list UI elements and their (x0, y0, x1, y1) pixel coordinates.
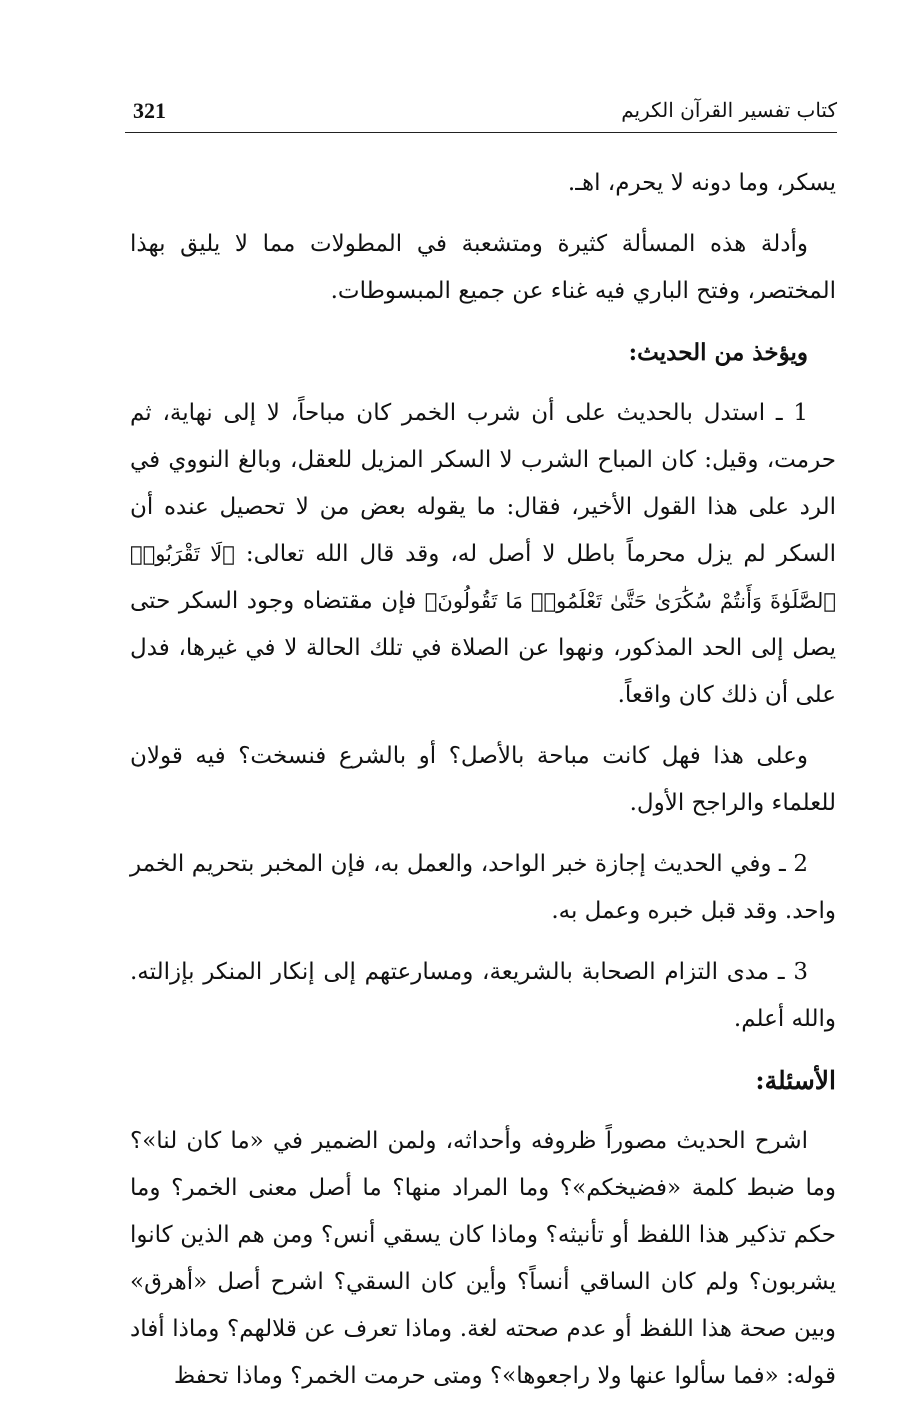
paragraph-continuation: يسكر، وما دونه لا يحرم، اهـ. (567, 170, 836, 196)
lesson-item-3: 3 ـ مدى التزام الصحابة بالشريعة، ومسارعتهم إلى إنكار المنكر بإزالته. والله أعلم. (130, 959, 836, 1032)
page-number: 321 (133, 98, 166, 123)
lesson-item-1-text-b: فإن مقتضاه وجود السكر حتى يصل إلى الحد المذكور، ونهوا عن الصلاة في تلك الحالة لا في غيرها، فدل على أن ذلك كان واقعاً. (130, 588, 836, 708)
lesson-item-2: 2 ـ وفي الحديث إجازة خبر الواحد، والعمل به، فإن المخبر بتحريم الخمر واحد. وقد قبل خبره وعمل به. (130, 851, 836, 924)
book-title: كتاب تفسير القرآن الكريم (621, 98, 837, 122)
paragraph-question: وعلى هذا فهل كانت مباحة بالأصل؟ أو بالشرع فنسخت؟ فيه قولان للعلماء والراجح الأول. (130, 743, 836, 816)
quran-verse: ﴿لَا تَقْرَبُوا۟ ٱلصَّلَوٰةَ وَأَنتُمْ سُكَٰرَىٰ حَتَّىٰ تَعْلَمُوا۟ مَا تَقُولُونَ﴾ (130, 542, 837, 613)
questions-heading: الأسئلة: (755, 1066, 836, 1095)
page-header (125, 92, 837, 133)
subheading-lessons: ويؤخذ من الحديث: (628, 339, 808, 366)
paragraph-evidence: وأدلة هذه المسألة كثيرة ومتشعبة في المطولات مما لا يليق بهذا المختصر، وفتح الباري فيه غناء عن جميع المبسوطات. (130, 231, 836, 304)
questions-text: اشرح الحديث مصوراً ظروفه وأحداثه، ولمن الضمير في «ما كان لنا»؟ وما ضبط كلمة «فضيخكم»؟ وما المراد منها؟ ما أصل معنى الخمر؟ وما حكم تذكير هذا اللفظ أو تأنيثه؟ وماذا كان يسقي أنس؟ ومن هم الذين كانوا يشربون؟ ولم كان الساقي أنساً؟ وأين كان السقي؟ اشرح أصل «أهرق» وبين صحة هذا اللفظ أو عدم صحته لغة. وماذا تعرف عن قلالهم؟ وماذا أفاد قوله: «فما سألوا عنها ولا راجعوها»؟ ومتى حرمت الخمر؟ وماذا تحفظ (130, 1128, 836, 1389)
lesson-item-1 (130, 390, 836, 719)
page-body (130, 160, 836, 1414)
lesson-item-1-text-a: 1 ـ استدل بالحديث على أن شرب الخمر كان مباحاً، لا إلى نهاية، ثم حرمت، وقيل: كان المباح الشرب لا السكر المزيل للعقل، وبالغ النووي في الرد على هذا القول الأخير، فقال: ما يقوله بعض من لا تحصيل عنده أن السكر لم يزل محرماً باطل لا أصل له، وقد قال الله تعالى: (130, 400, 836, 567)
